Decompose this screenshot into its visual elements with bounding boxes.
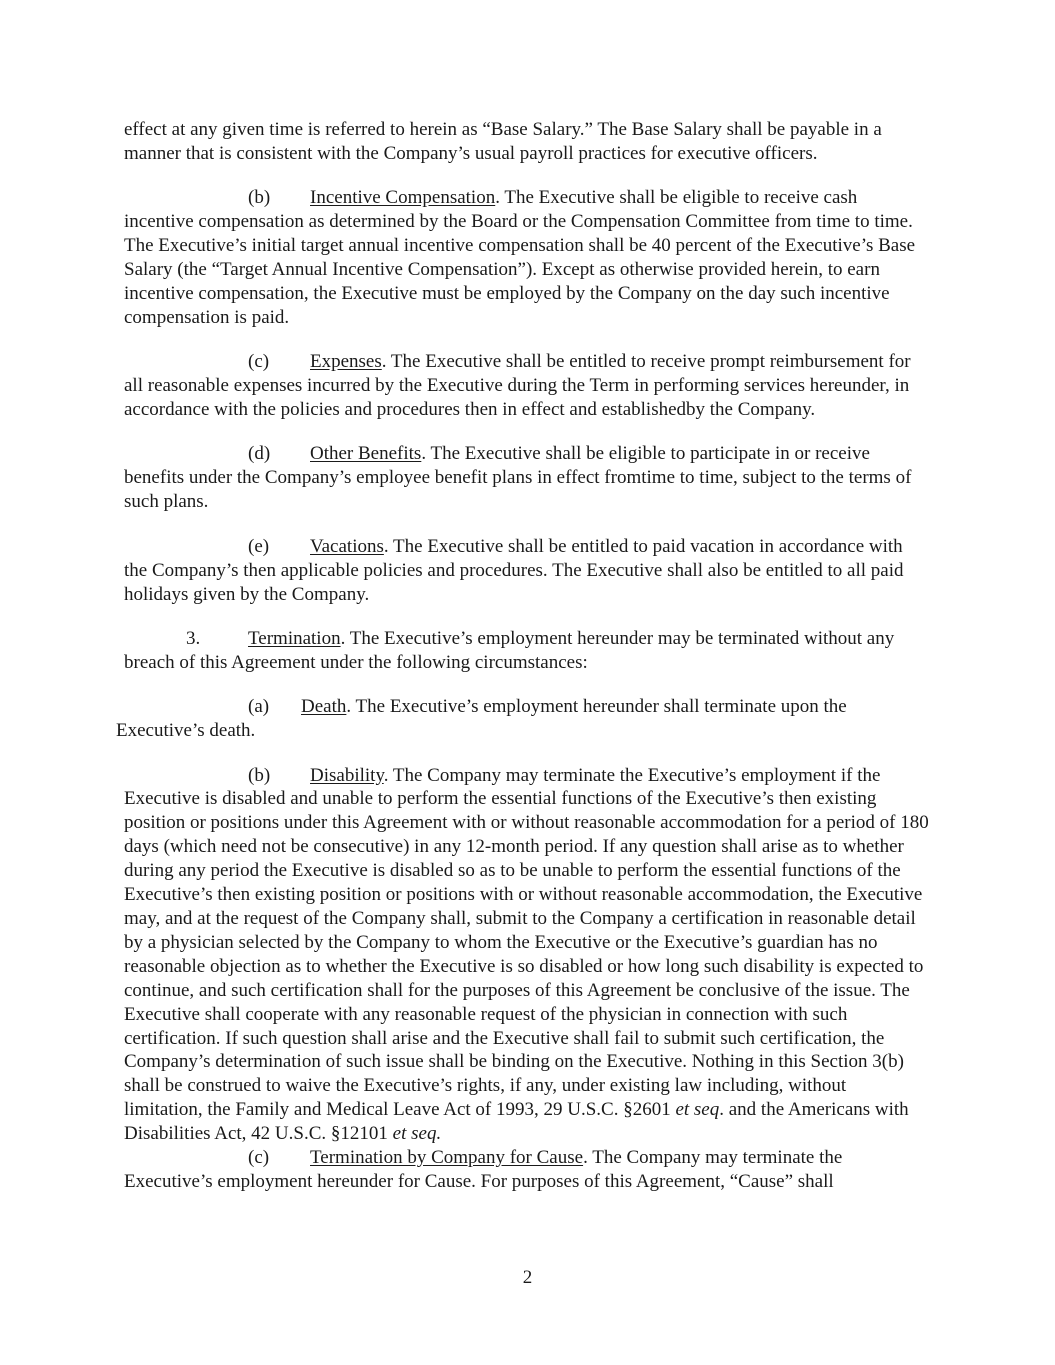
paragraph-2e-vacations [124, 535, 929, 607]
italic-text: et seq. [392, 1123, 442, 1145]
paragraph-3b-disability [124, 764, 929, 1147]
italic-text: et seq [675, 1099, 720, 1121]
section-heading: Incentive Compensation [310, 187, 496, 209]
section-number: (b) [248, 764, 271, 786]
section-heading: Termination [248, 627, 341, 649]
paragraph-2b-incentive-compensation [124, 186, 929, 329]
paragraph-base-salary-continued [124, 118, 929, 166]
paragraph-text: . The Executive shall be eligible to participate in or receive benefits under the Company’s employee benefit plans in effect fromtime to time, subject to the terms of such plans. [124, 443, 912, 513]
paragraph-text: . The Executive shall be eligible to receive cash incentive compensation as determined by the Board or the Compensation Committee from time to time. The Executive’s initial target annual incentive compensation shall be 40 percent of the Executive’s Base Salary (the “Target Annual Incentive Compensation”). Except as otherwise provided herein, to earn incentive compensation, the Executive must be employed by the Company on the day such incentive compensation is paid. [124, 187, 916, 328]
paragraph-text: . The Executive’s employment hereunder may be terminated without any breach of this Agreement under the following circumstances: [124, 627, 895, 673]
paragraph-2d-other-benefits [124, 442, 929, 514]
section-number: 3. [186, 627, 201, 649]
section-heading: Expenses [310, 351, 382, 373]
paragraph-text-continued: . and the Americans with Disabilities Act, 42 U.S.C. §12101 [124, 1099, 909, 1145]
page-number: 2 [522, 1267, 533, 1288]
paragraph-text: effect at any given time is referred to herein as “Base Salary.” The Base Salary shall be payable in a manner that is consistent with the Company’s usual payroll practices for executive officers. [124, 119, 882, 164]
section-heading: Termination by Company for Cause [310, 1147, 584, 1169]
paragraph-3a-death [116, 695, 929, 743]
document-body [116, 118, 929, 1194]
section-number: (c) [248, 1147, 270, 1169]
paragraph-text: . The Executive shall be entitled to receive prompt reimbursement for all reasonable expenses incurred by the Executive during the Term in performing services hereunder, in accordance with the policies and procedures then in effect and establishedby the Company. [124, 351, 911, 421]
section-number: (d) [248, 443, 271, 465]
paragraph-2c-expenses [124, 350, 929, 422]
section-heading: Disability [310, 764, 384, 786]
paragraph-text: . The Executive’s employment hereunder shall terminate upon the Executive’s death. [116, 696, 847, 742]
paragraph-text: . The Company may terminate the Executive’s employment if the Executive is disabled and unable to perform the essential functions of the Executive’s then existing position or positions under this Agreement with or without reasonable accommodation for a period of 180 days (which need not be consecutive) in any 12-month period. If any question shall arise as to whether during any period the Executive is disabled so as to be unable to perform the essential functions of the Executive’s then existing position or positions with or without reasonable accommodation, the Executive may, and at the request of the Company shall, submit to the Company a certification in reasonable detail by a physician selected by the Company to whom the Executive or the Executive’s guardian has no reasonable objection as to whether the Executive is so disabled or how long such disability is expected to continue, and such certification shall for the purposes of this Agreement be conclusive of the issue. The Executive shall cooperate with any reasonable request of the physician in connection with such certification. If such question shall arise and the Executive shall fail to submit such certification, the Company’s determination of such issue shall be binding on the Executive. Nothing in this Section 3(b) shall be construed to waive the Executive’s rights, if any, under existing law including, without limitation, the Family and Medical Leave Act of 1993, 29 U.S.C. §2601 [124, 764, 929, 1121]
paragraph-text: . The Executive shall be entitled to paid vacation in accordance with the Company’s then applicable policies and procedures. The Executive shall also be entitled to all paid holidays given by the Company. [124, 535, 904, 605]
section-number: (e) [248, 535, 270, 557]
section-heading: Other Benefits [310, 443, 422, 465]
paragraph-3-termination [124, 627, 929, 675]
section-number: (b) [248, 187, 271, 209]
paragraph-3c-termination-for-cause [124, 1146, 929, 1194]
section-number: (a) [248, 696, 270, 718]
section-heading: Death [301, 696, 347, 718]
section-number: (c) [248, 351, 270, 373]
section-heading: Vacations [310, 535, 384, 557]
paragraph-text: . The Company may terminate the Executive’s employment hereunder for Cause. For purposes of this Agreement, “Cause” shall [124, 1147, 843, 1192]
